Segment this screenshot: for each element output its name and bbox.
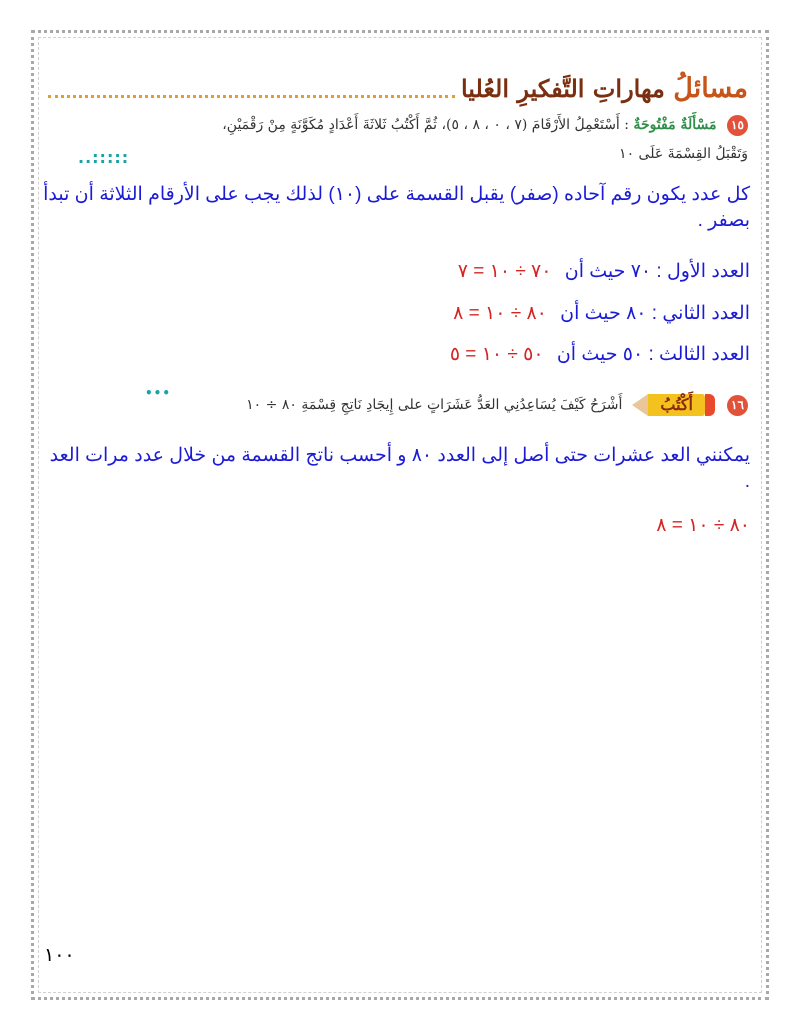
write-pencil-icon (632, 394, 715, 416)
answer-15-line-3-equation: ٥٠ ÷ ١٠ = ٥ (449, 344, 544, 365)
title-dotted-leader (48, 95, 455, 98)
question-16-number-badge: ١٦ (727, 395, 748, 416)
answer-15-line-2-equation: ٨٠ ÷ ١٠ = ٨ (453, 303, 547, 324)
page-number: ١٠٠ (44, 945, 75, 966)
answer-15-line-1-equation: ٧٠ ÷ ١٠ = ٧ (457, 261, 552, 282)
answer-15-line-1-label: العدد الأول : ٧٠ حيث أن (564, 261, 750, 282)
question-16-text: أَشْرَحُ كَيْفَ يُسَاعِدُنِي العَدُّ عَشَرَاتٍ على إِيجَادِ نَاتِجِ قِسْمَةِ ٨٠ ÷ ١٠ (246, 397, 623, 413)
answer-15-line-3 (450, 343, 750, 366)
section-title-accent: مسائلُ (673, 73, 748, 104)
answer-15-line-1 (458, 260, 750, 283)
answer-15-explanation: كل عدد يكون رقم آحاده (صفر) يقبل القسمة على (١٠) لذلك يجب على الأرقام الثلاثة أن تبدأ بصفر . (43, 184, 750, 231)
answer-15-line-2 (453, 302, 750, 325)
section-title-main: مهاراتِ التَّفكيرِ العُليا (460, 74, 665, 103)
answer-15-line-3-label: العدد الثالث : ٥٠ حيث أن (556, 344, 750, 365)
pencil-eraser-icon (705, 394, 715, 416)
question-15-label: مَسْأَلَةٌ مَفْتُوحَةٌ (633, 117, 717, 133)
question-15-number-badge: ١٥ (727, 115, 748, 136)
decorative-dots-small-icon: ••• (145, 386, 172, 400)
answer-16-explanation: يمكنني العد عشرات حتى أصل إلى العدد ٨٠ و أحسب ناتج القسمة من خلال عدد مرات العد . (49, 445, 750, 492)
write-tag-label: أَكْتُبُ (648, 394, 705, 416)
pencil-tip-icon (632, 394, 648, 416)
section-title (48, 68, 748, 104)
question-15-text: : أَسْتَعْمِلُ الأَرْقَامَ (٧ ، ٠ ، ٨ ، ٥)، ثُمَّ أَكْتُبُ ثَلاثَةَ أَعْدَادٍ مُكَوَّنَةٍ مِنْ رَقْمَيْنِ، (222, 117, 629, 133)
answer-15-line-2-label: العدد الثاني : ٨٠ حيث أن (560, 303, 750, 324)
question-15 (48, 112, 748, 138)
section-title-text (461, 73, 748, 104)
decorative-dots-icon: ..::::: (78, 148, 130, 167)
question-15-text-line2: وَتَقْبَلُ القِسْمَةَ عَلَى ١٠ (619, 146, 748, 162)
answer-16-equation: ٨٠ ÷ ١٠ = ٨ (656, 515, 750, 536)
